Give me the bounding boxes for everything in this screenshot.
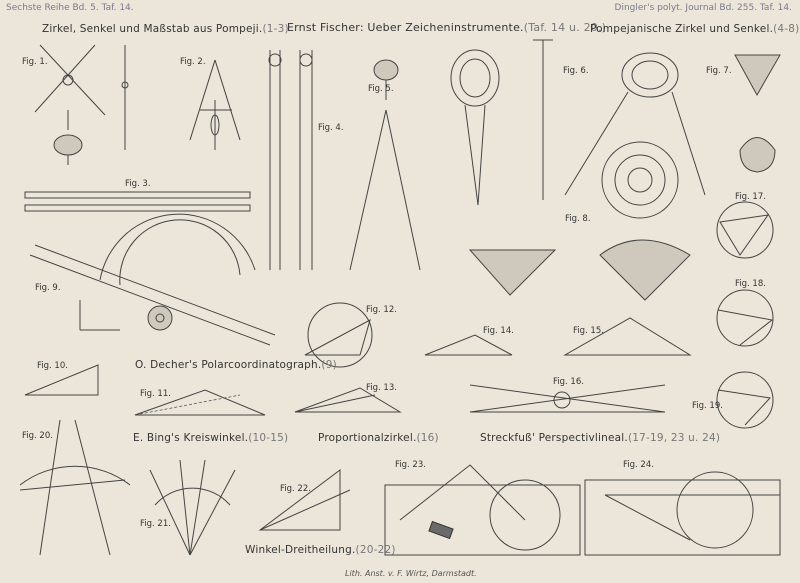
figure-label-16: Fig. 16. bbox=[553, 377, 584, 387]
figure-label-5: Fig. 5. bbox=[368, 84, 394, 94]
figure-label-7: Fig. 7. bbox=[706, 66, 732, 76]
figure-label-23: Fig. 23. bbox=[395, 460, 426, 470]
section-title-dechers: O. Decher's Polarcoordinatograph.(9) bbox=[135, 359, 337, 371]
section-title-proportional: Proportionalzirkel.(16) bbox=[318, 432, 439, 444]
figure-label-13: Fig. 13. bbox=[366, 383, 397, 393]
figure-label-9: Fig. 9. bbox=[35, 283, 61, 293]
fig22-construction-drawing bbox=[260, 470, 350, 530]
figure-label-20: Fig. 20. bbox=[22, 431, 53, 441]
figure-label-6: Fig. 6. bbox=[563, 66, 589, 76]
fig23-perspective-drawing bbox=[385, 465, 580, 555]
fig15-construction-drawing bbox=[565, 318, 690, 355]
fig2-compass-drawing bbox=[190, 60, 240, 150]
figure-label-11: Fig. 11. bbox=[140, 389, 171, 399]
fischer-compass-drawing bbox=[451, 40, 553, 205]
section-title-streckfuss: Streckfuß' Perspectivlineal.(17-19, 23 u. 24) bbox=[480, 432, 721, 444]
header-journal-note: Dingler's polyt. Journal Bd. 255. Taf. 14. bbox=[614, 3, 792, 13]
fig7-plumb-drawing bbox=[735, 55, 780, 172]
figure-label-12: Fig. 12. bbox=[366, 305, 397, 315]
figure-label-3: Fig. 3. bbox=[125, 179, 151, 189]
figure-label-4: Fig. 4. bbox=[318, 123, 344, 133]
figure-label-19: Fig. 19. bbox=[692, 401, 723, 411]
section-title-pompeji: Zirkel, Senkel und Maßstab aus Pompeji.(1-3) bbox=[42, 23, 289, 35]
fig3-ruler-drawing bbox=[25, 192, 250, 211]
fig21-construction-drawing bbox=[150, 460, 235, 555]
section-title-winkel: Winkel-Dreitheilung.(20-22) bbox=[245, 544, 396, 556]
figure-label-15: Fig. 15. bbox=[573, 326, 604, 336]
header-series-note: Sechste Reihe Bd. 5. Taf. 14. bbox=[6, 3, 134, 13]
fig16-proportional-compass-drawing bbox=[470, 385, 665, 412]
figure-label-14: Fig. 14. bbox=[483, 326, 514, 336]
fig9-coordinatograph-drawing bbox=[30, 214, 275, 345]
figure-label-10: Fig. 10. bbox=[37, 361, 68, 371]
footer-lithograph-credit: Lith. Anst. v. F. Wirtz, Darmstadt. bbox=[345, 569, 477, 578]
fig24-perspective-drawing bbox=[585, 472, 780, 555]
fig17-19-circle-drawing bbox=[717, 202, 773, 428]
figure-label-2: Fig. 2. bbox=[180, 57, 206, 67]
figure-label-24: Fig. 24. bbox=[623, 460, 654, 470]
figure-label-22: Fig. 22. bbox=[280, 484, 311, 494]
fig4-divider-drawing bbox=[269, 50, 312, 270]
section-title-bings: E. Bing's Kreiswinkel.(10-15) bbox=[133, 432, 289, 444]
fig1-compass-drawing bbox=[35, 45, 128, 165]
figure-label-1: Fig. 1. bbox=[22, 57, 48, 67]
fig12-circle-drawing bbox=[305, 303, 372, 367]
figure-label-8: Fig. 8. bbox=[565, 214, 591, 224]
section-title-fischer: Ernst Fischer: Ueber Zeicheninstrumente.(Taf. 14 u. 20.) bbox=[287, 21, 607, 34]
figure-label-18: Fig. 18. bbox=[735, 279, 766, 289]
figure-label-17: Fig. 17. bbox=[735, 192, 766, 202]
fig14-construction-drawing bbox=[425, 335, 512, 355]
section-title-pompeian: Pompejanische Zirkel und Senkel.(4-8) bbox=[590, 23, 800, 35]
figure-label-21: Fig. 21. bbox=[140, 519, 171, 529]
